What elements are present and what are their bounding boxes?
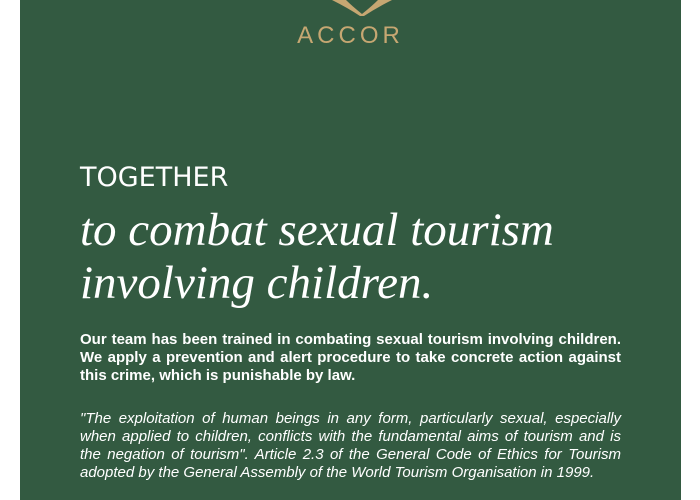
poster-panel xyxy=(20,0,681,500)
kicker-heading: TOGETHER xyxy=(80,162,229,193)
headline-line-1: to combat sexual tourism xyxy=(80,204,554,256)
headline-line-2: involving children. xyxy=(80,257,434,309)
accor-logo-mark-icon xyxy=(332,0,392,16)
lead-paragraph: Our team has been trained in combating sexual tourism involving children. We apply a prevention and alert procedure to take concrete action against this crime, which is punishable by law. xyxy=(80,331,621,384)
quote-paragraph: "The exploitation of human beings in any form, particularly sexual, especially when applied to children, conflicts with the fundamental aims of tourism and is the negation of tourism". Article 2.3 of the General Code of Ethics for Tourism adopted by the General Assembly of the World Tourism Organisation in 1999. xyxy=(80,410,621,481)
accor-logo-text: ACCOR xyxy=(297,22,404,49)
headline xyxy=(80,204,660,310)
